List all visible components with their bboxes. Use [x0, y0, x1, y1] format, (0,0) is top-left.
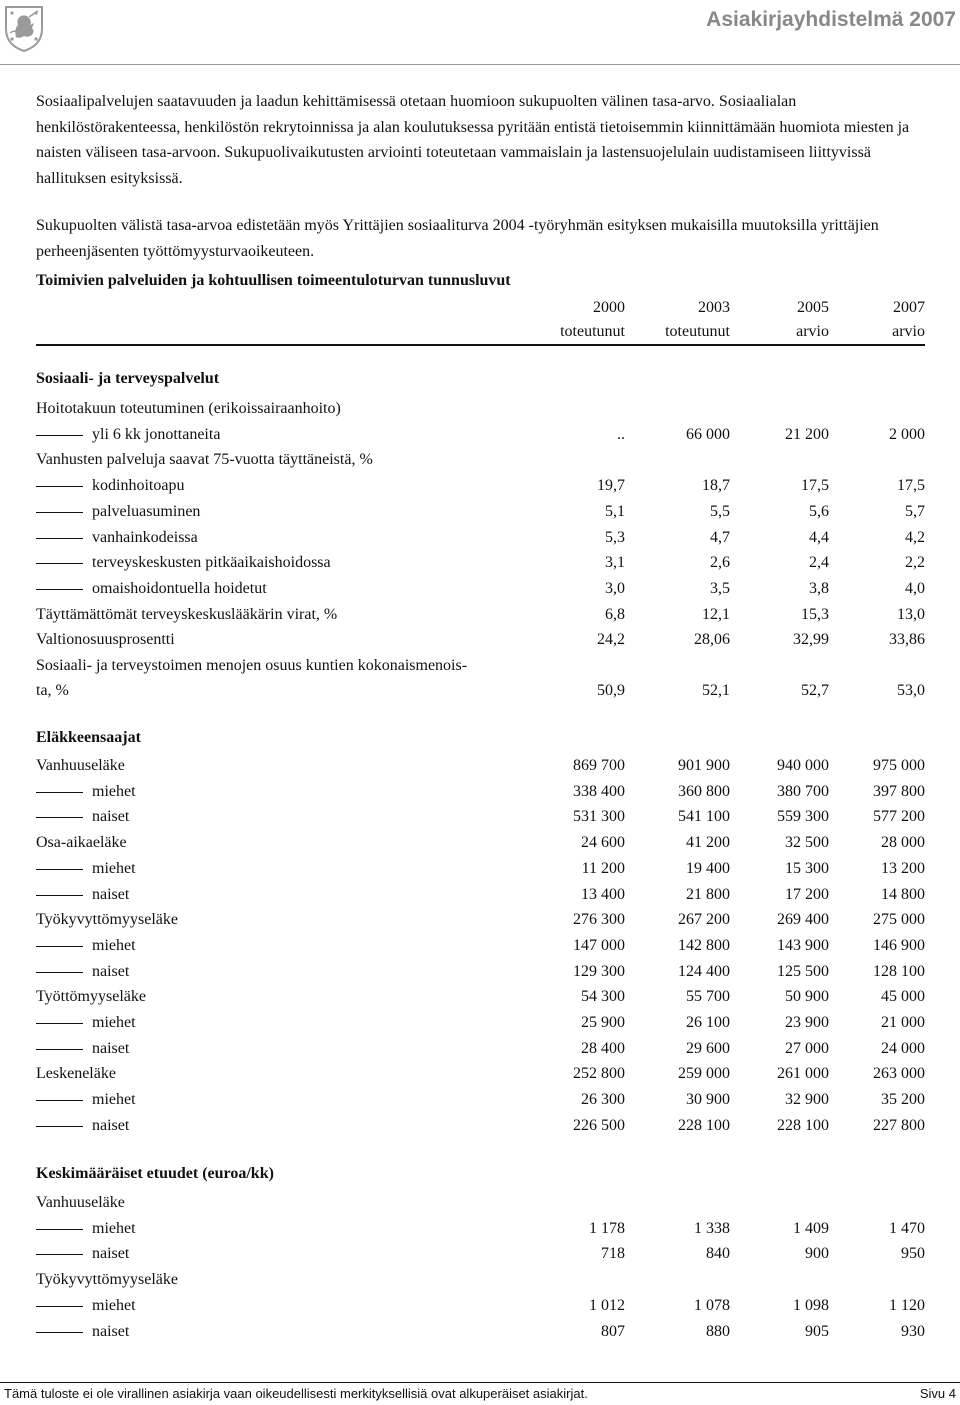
- row-label: naiset: [92, 1245, 130, 1263]
- row-label: miehet: [92, 782, 136, 800]
- second-paragraph: Sukupuolten välistä tasa-arvoa edistetään myös Yrittäjien sosiaaliturva 2004 -työryhmän esityksen mukaisilla muutoksilla yrittäjien perheenjäsenten työttömyysturvaoikeuteen.: [36, 217, 879, 260]
- cell-value: 1 078: [694, 1296, 730, 1314]
- table-row: [36, 1216, 925, 1242]
- row-label: Valtionosuusprosentti: [36, 631, 175, 649]
- cell-value: 4,2: [905, 528, 925, 546]
- cell-value: 905: [805, 1322, 829, 1340]
- em-dash-marker: [36, 486, 83, 487]
- table-row: [36, 447, 925, 473]
- table-row: [36, 959, 925, 985]
- row-label: yli 6 kk jonottaneita: [92, 425, 221, 443]
- cell-value: 35 200: [881, 1091, 925, 1109]
- cell-value: 24,2: [597, 631, 625, 649]
- cell-value: 26 100: [686, 1014, 730, 1031]
- cell-value: 32 500: [785, 834, 829, 852]
- row-label: Täyttämättömät terveyskeskuslääkärin virat, %: [36, 605, 338, 623]
- row-label: naiset: [92, 885, 130, 903]
- cell-value: 13 200: [881, 859, 925, 877]
- cell-value: 124 400: [678, 962, 730, 980]
- table-row: [36, 473, 925, 499]
- cell-value: 146 900: [873, 936, 925, 954]
- em-dash-marker: [36, 1023, 83, 1024]
- table-title: Toimivien palveluiden ja kohtuullisen toimeentuloturvan tunnusluvut: [36, 272, 511, 289]
- cell-value: 18,7: [702, 477, 730, 495]
- table-row: [36, 1241, 925, 1267]
- section-heading: Eläkkeensaajat: [36, 729, 141, 746]
- cell-value: 19 400: [686, 859, 730, 877]
- cell-value: 2,4: [809, 554, 829, 572]
- cell-value: 228 100: [678, 1116, 730, 1134]
- cell-value: 29 600: [686, 1039, 730, 1057]
- cell-value: 128 100: [873, 962, 925, 980]
- cell-value: 5,5: [710, 502, 730, 520]
- em-dash-marker: [36, 1254, 83, 1255]
- row-label: terveyskeskusten pitkäaikaishoidossa: [92, 554, 331, 572]
- em-dash-marker: [36, 589, 83, 590]
- row-label: naiset: [92, 1322, 130, 1340]
- cell-value: 27 000: [785, 1039, 829, 1057]
- cell-value: 3,0: [605, 579, 625, 597]
- em-dash-marker: [36, 1306, 83, 1307]
- table-row: [36, 933, 925, 959]
- cell-value: 541 100: [678, 808, 730, 826]
- row-label: miehet: [92, 1296, 136, 1314]
- cell-value: 41 200: [686, 834, 730, 852]
- cell-value: 1 409: [793, 1219, 829, 1237]
- em-dash-marker: [36, 972, 83, 973]
- cell-value: 807: [601, 1322, 625, 1340]
- row-label: omaishoidontuella hoidetut: [92, 579, 267, 597]
- em-dash-marker: [36, 1332, 83, 1333]
- table-row: [36, 984, 925, 1010]
- table-row: [36, 1113, 925, 1139]
- row-label: miehet: [92, 1219, 136, 1237]
- cell-value: 147 000: [573, 936, 625, 954]
- cell-value: 125 500: [777, 962, 829, 980]
- cell-value: 33,86: [889, 631, 925, 649]
- cell-value: 25 900: [581, 1014, 625, 1031]
- cell-value: 32,99: [793, 631, 829, 649]
- cell-value: 12,1: [702, 605, 730, 623]
- row-label: miehet: [92, 936, 136, 954]
- row-label: Osa-aikaeläke: [36, 834, 127, 852]
- cell-value: 17,5: [801, 477, 829, 495]
- cell-value: 276 300: [573, 911, 625, 929]
- cell-value: 28 400: [581, 1039, 625, 1057]
- row-label: Hoitotakuun toteutuminen (erikoissairaanhoito): [36, 400, 341, 417]
- cell-value: 840: [706, 1245, 730, 1263]
- cell-value: 252 800: [573, 1065, 625, 1083]
- em-dash-marker: [36, 1126, 83, 1127]
- cell-value: 269 400: [777, 911, 829, 929]
- cell-value: 227 800: [873, 1116, 925, 1134]
- cell-value: 19,7: [597, 477, 625, 495]
- cell-value: 45 000: [881, 988, 925, 1006]
- row-label: ta, %: [36, 682, 69, 699]
- table-row: [36, 396, 925, 422]
- table-row: [36, 525, 925, 551]
- cell-value: 263 000: [873, 1065, 925, 1083]
- row-label: Vanhusten palveluja saavat 75-vuotta täyttäneistä, %: [36, 451, 373, 469]
- cell-value: 52,1: [702, 682, 730, 699]
- cell-value: 142 800: [678, 936, 730, 954]
- cell-value: 2,6: [710, 554, 730, 572]
- cell-value: 1 120: [889, 1296, 925, 1314]
- row-label: vanhainkodeissa: [92, 528, 198, 546]
- cell-value: 1 338: [694, 1219, 730, 1237]
- table-row: [36, 830, 925, 856]
- cell-value: 143 900: [777, 936, 829, 954]
- document-title: Asiakirjayhdistelmä 2007: [706, 8, 956, 31]
- cell-value: 259 000: [678, 1065, 730, 1083]
- cell-value: 261 000: [777, 1065, 829, 1083]
- cell-value: 940 000: [777, 757, 829, 774]
- cell-value: 13 400: [581, 885, 625, 903]
- row-label: palveluasuminen: [92, 502, 201, 520]
- row-label: naiset: [92, 808, 130, 826]
- em-dash-marker: [36, 792, 83, 793]
- cell-value: 53,0: [897, 682, 925, 699]
- cell-value: 4,7: [710, 528, 730, 546]
- cell-value: 950: [901, 1245, 925, 1263]
- cell-value: 54 300: [581, 988, 625, 1006]
- row-label: miehet: [92, 1014, 136, 1031]
- table-row: [36, 779, 925, 805]
- cell-value: 577 200: [873, 808, 925, 826]
- row-label: Sosiaali- ja terveystoimen menojen osuus kuntien kokonaismenois-: [36, 657, 468, 674]
- table-row: [36, 804, 925, 830]
- cell-value: 3,5: [710, 579, 730, 597]
- cell-value: 718: [601, 1245, 625, 1263]
- table-row: [36, 907, 925, 933]
- cell-value: 24 600: [581, 834, 625, 852]
- page-number: Sivu 4: [919, 1386, 956, 1401]
- row-label: Vanhuuseläke: [36, 1194, 125, 1211]
- table-row: [36, 1036, 925, 1062]
- table-row: [36, 576, 925, 602]
- cell-value: 21 200: [785, 425, 829, 443]
- table-row: [36, 550, 925, 576]
- cell-value: 1 098: [793, 1296, 829, 1314]
- table-header: [36, 294, 925, 346]
- table-row-multiline: [36, 653, 925, 703]
- row-label: Vanhuuseläke: [36, 757, 125, 774]
- row-label: Työkyvyttömyyseläke: [36, 1271, 178, 1289]
- cell-value: 11 200: [581, 859, 625, 877]
- cell-value: 1 178: [589, 1219, 625, 1237]
- coat-of-arms-icon: [2, 3, 46, 53]
- row-label: naiset: [92, 962, 130, 980]
- em-dash-marker: [36, 512, 83, 513]
- cell-value: 15 300: [785, 859, 829, 877]
- table-row: [36, 1010, 925, 1036]
- cell-value: 559 300: [777, 808, 829, 826]
- em-dash-marker: [36, 538, 83, 539]
- em-dash-marker: [36, 563, 83, 564]
- cell-value: 228 100: [777, 1116, 829, 1134]
- em-dash-marker: [36, 435, 83, 436]
- cell-value: 2 000: [889, 425, 925, 443]
- cell-value: 21 800: [686, 885, 730, 903]
- cell-value: 50 900: [785, 988, 829, 1006]
- section-heading: Sosiaali- ja terveyspalvelut: [36, 370, 220, 387]
- cell-value: 21 000: [881, 1014, 925, 1031]
- cell-value: 1 012: [589, 1296, 625, 1314]
- cell-value: 275 000: [873, 911, 925, 929]
- cell-value: 66 000: [686, 425, 730, 443]
- cell-value: 901 900: [678, 757, 730, 774]
- cell-value: 930: [901, 1322, 925, 1340]
- em-dash-marker: [36, 1229, 83, 1230]
- cell-value: 267 200: [678, 911, 730, 929]
- table-row: [36, 1061, 925, 1087]
- cell-value: 2,2: [905, 554, 925, 572]
- cell-value: 17 200: [785, 885, 829, 903]
- cell-value: 397 800: [873, 782, 925, 800]
- cell-value: 52,7: [801, 682, 829, 699]
- row-label: kodinhoitoapu: [92, 477, 185, 495]
- row-label: Työttömyyseläke: [36, 988, 146, 1006]
- em-dash-marker: [36, 1100, 83, 1101]
- row-label: Leskeneläke: [36, 1065, 116, 1083]
- cell-value: ..: [617, 425, 625, 443]
- em-dash-marker: [36, 1049, 83, 1050]
- table-row: [36, 1267, 925, 1293]
- cell-value: 975 000: [873, 757, 925, 774]
- cell-value: 6,8: [605, 605, 625, 623]
- cell-value: 26 300: [581, 1091, 625, 1109]
- cell-value: 23 900: [785, 1014, 829, 1031]
- cell-value: 4,0: [905, 579, 925, 597]
- cell-value: 55 700: [686, 988, 730, 1006]
- cell-value: 50,9: [597, 682, 625, 699]
- cell-value: 531 300: [573, 808, 625, 826]
- cell-value: 226 500: [573, 1116, 625, 1134]
- table-row: [36, 499, 925, 525]
- column-header-2007: 2007 arvio: [892, 299, 925, 340]
- em-dash-marker: [36, 817, 83, 818]
- cell-value: 869 700: [573, 757, 625, 774]
- table-row: [36, 422, 925, 448]
- table-row: [36, 1190, 925, 1216]
- cell-value: 30 900: [686, 1091, 730, 1109]
- cell-value: 3,1: [605, 554, 625, 572]
- cell-value: 14 800: [881, 885, 925, 903]
- table-row: [36, 627, 925, 653]
- cell-value: 5,3: [605, 528, 625, 546]
- table-row: [36, 602, 925, 628]
- table-row: [36, 1319, 925, 1345]
- table-row: [36, 882, 925, 908]
- cell-value: 338 400: [573, 782, 625, 800]
- cell-value: 3,8: [809, 579, 829, 597]
- cell-value: 380 700: [777, 782, 829, 800]
- footer-divider: [0, 1382, 960, 1383]
- row-label: miehet: [92, 1091, 136, 1109]
- cell-value: 880: [706, 1322, 730, 1340]
- row-label: Työkyvyttömyyseläke: [36, 911, 178, 929]
- cell-value: 32 900: [785, 1091, 829, 1109]
- cell-value: 129 300: [573, 962, 625, 980]
- cell-value: 17,5: [897, 477, 925, 495]
- cell-value: 5,6: [809, 502, 829, 520]
- cell-value: 1 470: [889, 1219, 925, 1237]
- cell-value: 900: [805, 1245, 829, 1263]
- cell-value: 13,0: [897, 605, 925, 623]
- table-row: [36, 1087, 925, 1113]
- section-heading: Keskimääräiset etuudet (euroa/kk): [36, 1165, 274, 1182]
- cell-value: 4,4: [809, 528, 829, 546]
- column-header-2003: 2003 toteutunut: [665, 299, 730, 340]
- intro-paragraph: Sosiaalipalvelujen saatavuuden ja laadun kehittämisessä otetaan huomioon sukupuolten välinen tasa-arvo. Sosiaalialan henkilöstörakenteessa, henkilöstön rekrytoinnissa ja alan koulutuksessa pyritään entistä tietoisemmin kiinnittämään huomiota miesten ja naisten väliseen tasa-arvoon. Sukupuolivaikutusten arviointi toteutetaan vammaislain ja lastensuojelulain uudistamiseen liittyvissä hallituksen esityksissä.: [36, 93, 910, 188]
- table-row: [36, 1293, 925, 1319]
- cell-value: 24 000: [881, 1039, 925, 1057]
- table-row: [36, 856, 925, 882]
- cell-value: 5,1: [605, 502, 625, 520]
- cell-value: 28 000: [881, 834, 925, 852]
- footer-disclaimer: Tämä tuloste ei ole virallinen asiakirja vaan oikeudellisesti merkityksellisiä ovat alkuperäiset asiakirjat.: [4, 1386, 588, 1401]
- header-divider: [0, 64, 960, 65]
- em-dash-marker: [36, 895, 83, 896]
- row-label: naiset: [92, 1039, 130, 1057]
- cell-value: 360 800: [678, 782, 730, 800]
- column-header-2000: 2000 toteutunut: [560, 299, 625, 340]
- cell-value: 28,06: [694, 631, 730, 649]
- table-row: [36, 753, 925, 779]
- row-label: miehet: [92, 859, 136, 877]
- cell-value: 5,7: [905, 502, 925, 520]
- row-label: naiset: [92, 1116, 130, 1134]
- em-dash-marker: [36, 946, 83, 947]
- cell-value: 15,3: [801, 605, 829, 623]
- column-header-2005: 2005 arvio: [796, 299, 829, 340]
- em-dash-marker: [36, 869, 83, 870]
